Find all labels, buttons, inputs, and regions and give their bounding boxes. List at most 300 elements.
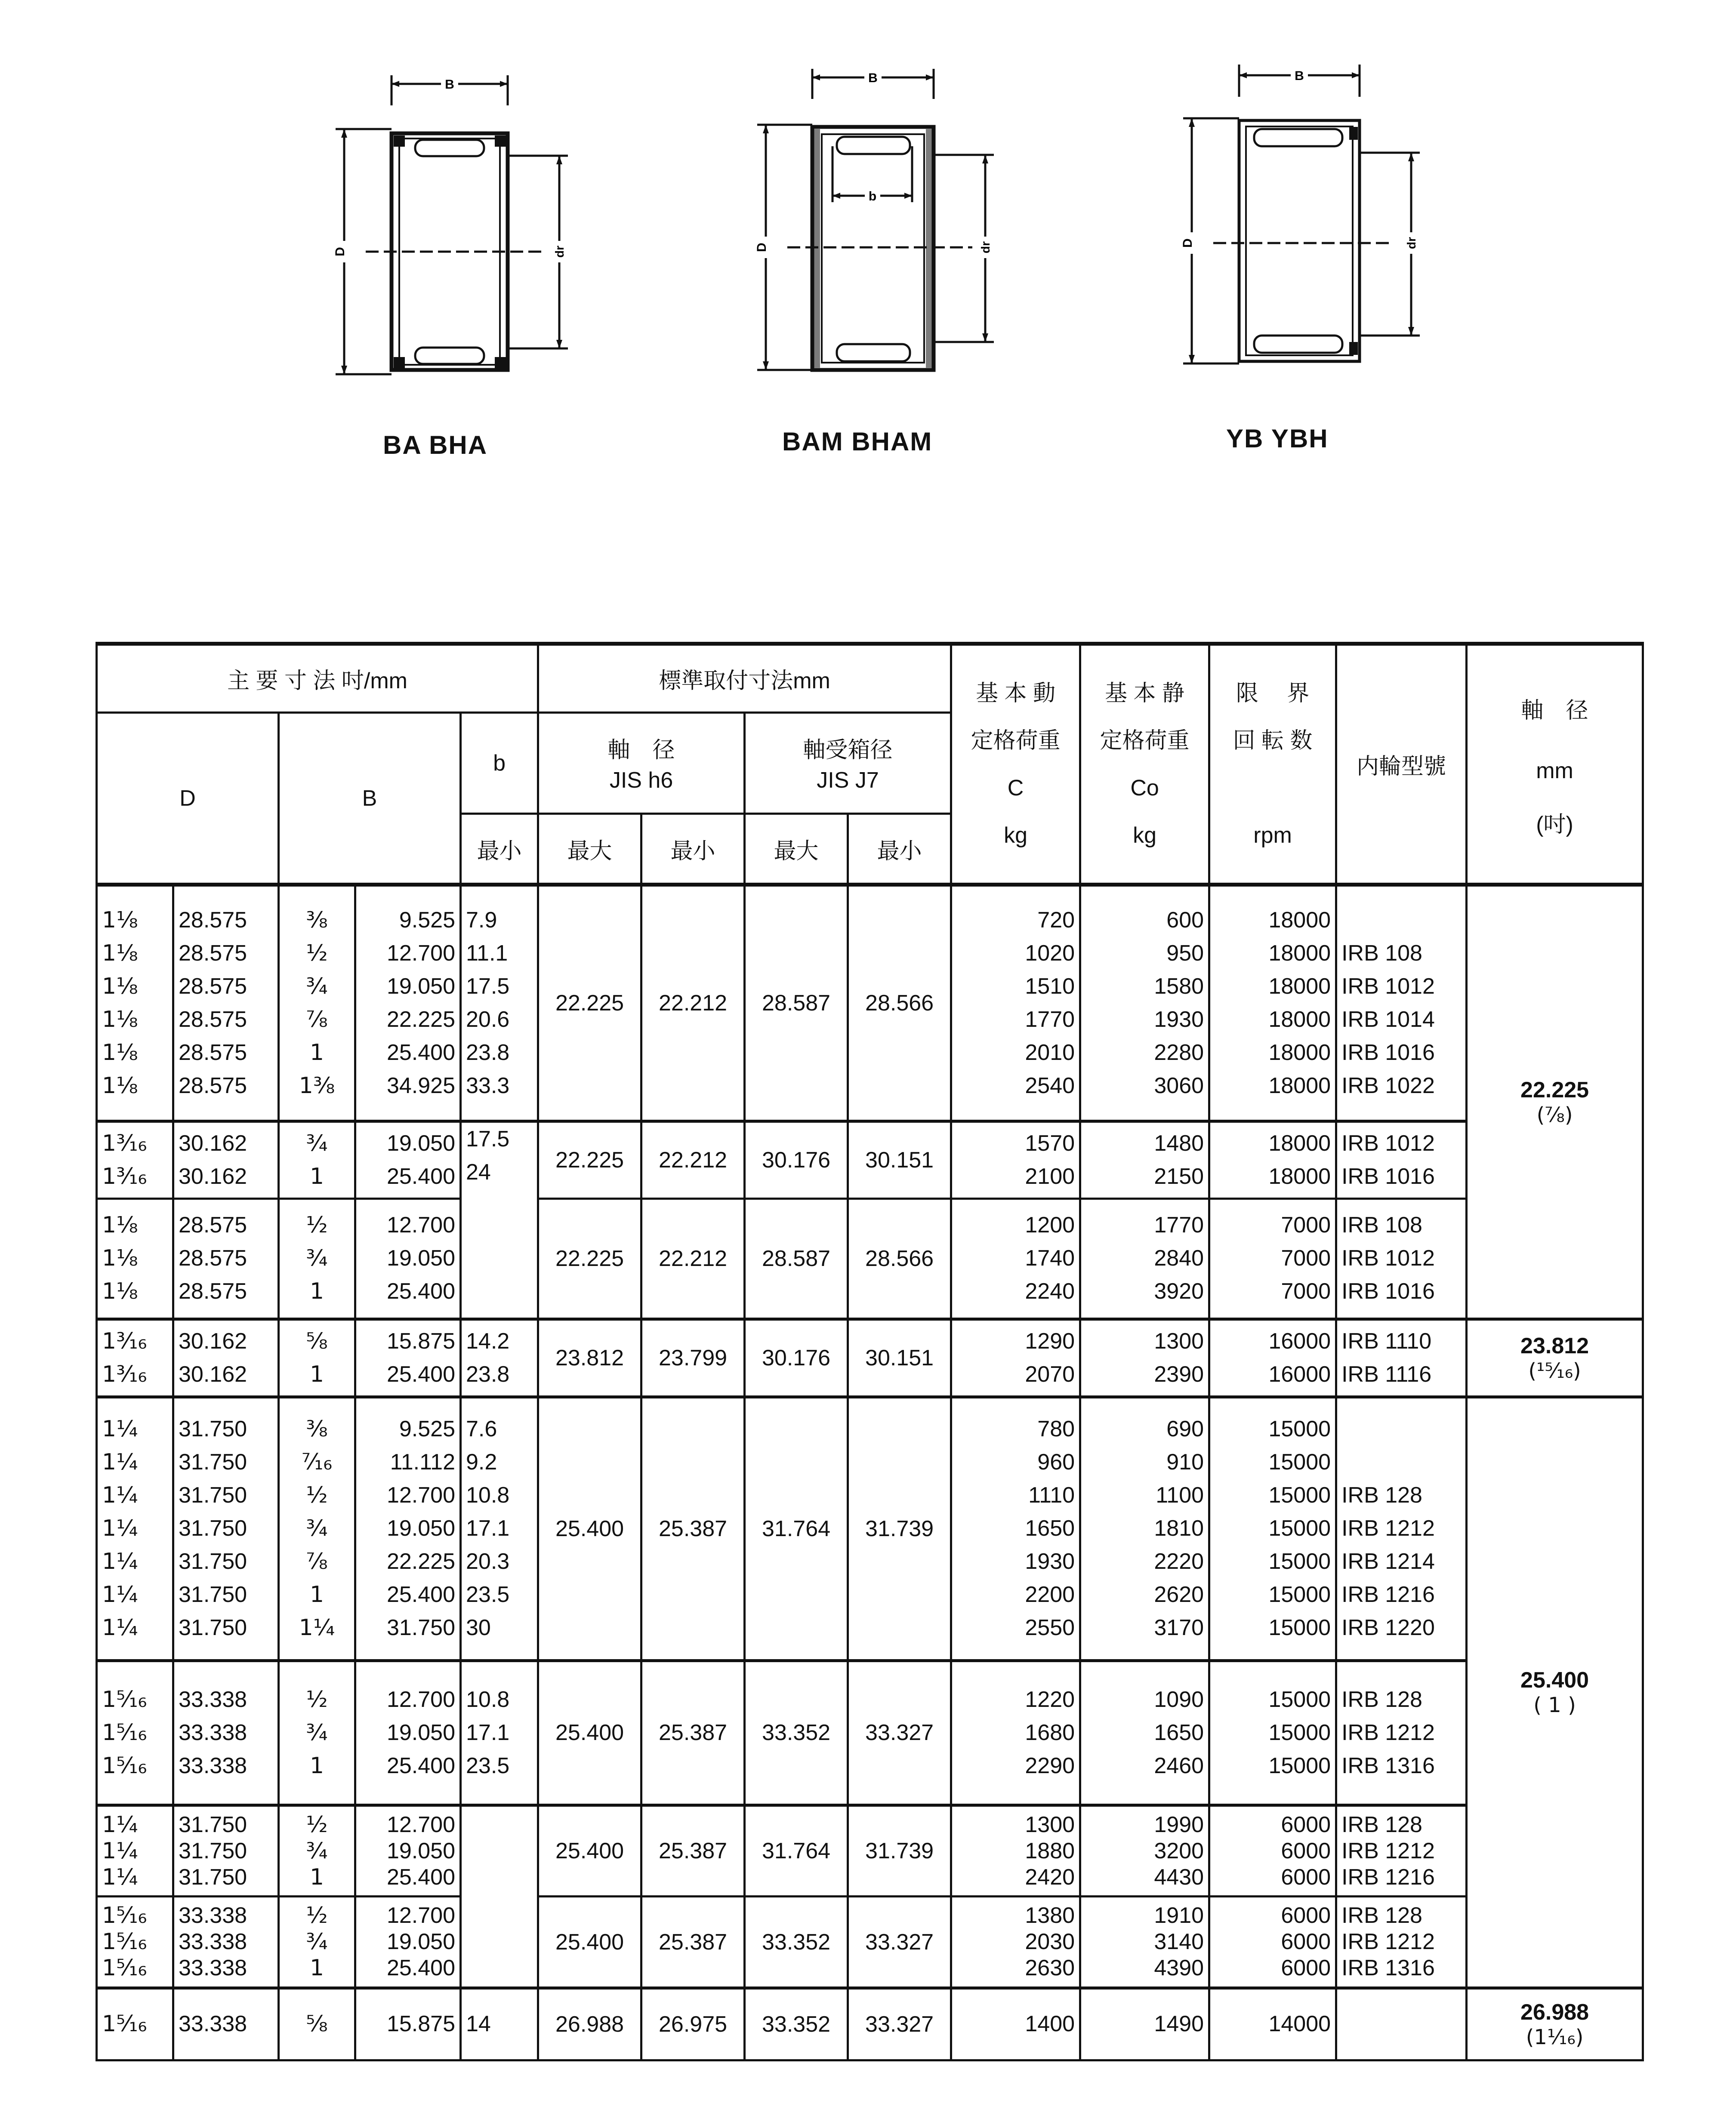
b-inch-cell-value: 1	[309, 1955, 324, 1981]
b-mm-cell-value: 15.875	[386, 1328, 455, 1354]
rpm-cell-value: 16000	[1268, 1361, 1331, 1387]
spec-group-row	[97, 1897, 1643, 1988]
shaft-min-cell: 25.387	[641, 1397, 745, 1660]
b-mm-cell-value: 12.700	[386, 1213, 455, 1238]
d-mm-cell	[173, 885, 279, 1121]
rpm-cell-value: 15000	[1268, 1687, 1331, 1712]
inner-dia-label: dr	[553, 246, 566, 258]
d-inch-cell-value: 1¼	[102, 1838, 138, 1864]
d-inch-cell-value: 1¼	[102, 1549, 138, 1575]
dyn-load-cell-value: 2100	[1025, 1164, 1075, 1189]
house-max-cell: 28.587	[745, 885, 848, 1121]
b-min-cell-value: 17.5	[466, 973, 510, 999]
inner-ring-cell-value: IRB 1116	[1341, 1361, 1432, 1387]
d-inch-cell	[97, 1897, 173, 1988]
b-mm-cell	[355, 885, 461, 1121]
b-inch-cell-value: ⅞	[306, 1549, 328, 1575]
spec-group-row	[97, 1121, 1643, 1198]
shaft-size-cell	[1467, 1988, 1643, 2060]
rpm-cell-value: 15000	[1268, 1417, 1331, 1442]
b-inch-cell	[279, 1121, 355, 1198]
b-min-cell	[461, 1319, 538, 1397]
shaft-size-cell	[1467, 1397, 1643, 1988]
b-inch-cell	[279, 885, 355, 1121]
b-min-cell-value: 17.1	[466, 1720, 510, 1745]
b-inch-cell-value: ¾	[306, 1515, 328, 1542]
dyn-load-cell-value: 2420	[1025, 1864, 1075, 1890]
d-mm-cell	[173, 1198, 279, 1319]
rpm-cell-value: 18000	[1268, 1040, 1331, 1065]
shaft-max-cell: 23.812	[538, 1319, 641, 1397]
static-load-cell-value: 1100	[1156, 1483, 1204, 1508]
inner-ring-cell	[1336, 1988, 1467, 2060]
b-mm-cell-value: 9.525	[399, 1417, 455, 1442]
shaft-min-cell: 25.387	[641, 1805, 745, 1897]
static-load-cell	[1080, 1397, 1209, 1660]
shaft-min-cell: 25.387	[641, 1660, 745, 1805]
inner-ring-cell-value: IRB 1220	[1341, 1615, 1435, 1641]
static-load-cell-value: 1490	[1154, 2011, 1204, 2037]
b-mm-cell-value: 9.525	[399, 907, 455, 933]
b-min-cell-value: 23.5	[466, 1753, 510, 1778]
d-inch-cell-value: 1⁵⁄₁₆	[102, 2011, 147, 2037]
d-inch-cell	[97, 885, 173, 1121]
d-inch-cell-value: 1⅛	[102, 1212, 138, 1238]
d-inch-cell-value: 1⅛	[102, 1278, 138, 1305]
b-min-cell-value: 23.8	[466, 1361, 510, 1387]
d-inch-cell	[97, 1397, 173, 1660]
inner-ring-cell-value: IRB 108	[1341, 1213, 1422, 1238]
dyn-load-cell-value: 1300	[1025, 1812, 1075, 1837]
d-mm-cell-value: 28.575	[179, 1073, 247, 1098]
d-inch-cell	[97, 1319, 173, 1397]
dyn-load-cell-value: 1380	[1025, 1903, 1075, 1928]
rpm-cell	[1209, 1988, 1336, 2060]
rpm-cell	[1209, 1397, 1336, 1660]
inner-dia-label: dr	[979, 241, 992, 253]
d-inch-cell-value: 1¼	[102, 1515, 138, 1542]
inner-ring-cell-value: IRB 1012	[1341, 973, 1435, 999]
b-mm-cell-value: 25.400	[386, 1753, 455, 1778]
d-inch-cell-value: 1⅛	[102, 907, 138, 933]
inner-ring-cell-value: IRB 108	[1341, 940, 1422, 966]
b-mm-cell-value: 19.050	[386, 973, 455, 999]
dyn-load-cell-value: 960	[1037, 1450, 1075, 1475]
header-house-max: 最大	[745, 814, 848, 885]
inner-ring-cell-value: IRB 128	[1341, 1812, 1422, 1837]
d-inch-cell-value: 1⁵⁄₁₆	[102, 1719, 147, 1746]
inner-ring-cell	[1336, 1198, 1467, 1319]
house-max-cell: 30.176	[745, 1121, 848, 1198]
static-load-cell-value: 2840	[1154, 1246, 1204, 1271]
static-load-cell	[1080, 1988, 1209, 2060]
shaft-min-cell: 23.799	[641, 1319, 745, 1397]
d-mm-cell-value: 31.750	[179, 1483, 247, 1508]
static-load-cell-value: 2390	[1154, 1361, 1204, 1387]
rpm-cell-value: 15000	[1268, 1615, 1331, 1641]
b-min-cell-value: 30	[466, 1615, 491, 1641]
dyn-load-cell	[951, 1397, 1080, 1660]
inner-ring-cell-value: IRB 1212	[1341, 1838, 1435, 1863]
shaft-size-mm: 23.812	[1520, 1333, 1589, 1358]
d-mm-cell-value: 33.338	[179, 1956, 247, 1981]
d-inch-cell-value: 1¼	[102, 1615, 138, 1641]
inner-ring-cell-value: IRB 1216	[1341, 1582, 1435, 1608]
rpm-cell-value: 15000	[1268, 1549, 1331, 1574]
d-mm-cell-value: 30.162	[179, 1130, 247, 1156]
shaft-max-cell: 25.400	[538, 1397, 641, 1660]
inner-ring-cell	[1336, 885, 1467, 1121]
inner-ring-cell-value: IRB 1014	[1341, 1007, 1435, 1032]
drawing-caption-bam-bham: BAM BHAM	[782, 427, 933, 456]
rpm-cell-value: 18000	[1268, 1164, 1331, 1189]
dyn-load-cell-value: 1570	[1025, 1130, 1075, 1156]
b-min-cell-value: 17.5	[466, 1126, 510, 1152]
b-inch-cell-value: ½	[306, 1903, 328, 1929]
static-load-cell-value: 4430	[1154, 1864, 1204, 1890]
d-mm-cell-value: 33.338	[179, 1929, 247, 1955]
b-min-cell-value: 17.1	[466, 1516, 510, 1541]
house-max-cell: 28.587	[745, 1198, 848, 1319]
house-min-cell: 33.327	[848, 1660, 951, 1805]
inner-ring-cell-value: IRB 1016	[1341, 1040, 1435, 1065]
inner-ring-cell-value	[1341, 1413, 1461, 1446]
static-load-cell-value: 1090	[1154, 1687, 1204, 1712]
static-load-cell-value: 2620	[1154, 1582, 1204, 1608]
d-mm-cell	[173, 1397, 279, 1660]
b-inch-cell	[279, 1897, 355, 1988]
static-load-cell-value: 1930	[1154, 1007, 1204, 1032]
dyn-load-cell-value: 1880	[1025, 1838, 1075, 1863]
b-min-cell-value	[466, 1909, 533, 1936]
dyn-load-cell-value: 1770	[1025, 1007, 1075, 1032]
inner-ring-cell-value: IRB 1316	[1341, 1753, 1435, 1778]
d-inch-cell	[97, 1988, 173, 2060]
shaft-min-cell: 22.212	[641, 1198, 745, 1319]
b-mm-cell-value: 25.400	[386, 1582, 455, 1608]
d-inch-cell-value: 1¼	[102, 1582, 138, 1608]
inner-ring-cell	[1336, 1805, 1467, 1897]
d-mm-cell-value: 28.575	[179, 1279, 247, 1304]
house-max-cell: 30.176	[745, 1319, 848, 1397]
rpm-cell-value: 6000	[1281, 1903, 1331, 1928]
b-mm-cell-value: 19.050	[386, 1246, 455, 1271]
b-min-cell	[461, 1660, 538, 1805]
b-inch-cell-value: ¾	[306, 973, 328, 999]
d-mm-cell	[173, 1988, 279, 2060]
dyn-load-cell	[951, 885, 1080, 1121]
drawing-bam-bham	[731, 60, 1033, 387]
shaft-min-cell: 22.212	[641, 885, 745, 1121]
rpm-cell-value: 16000	[1268, 1328, 1331, 1354]
d-mm-cell-value: 31.750	[179, 1582, 247, 1608]
static-load-cell-value: 3060	[1154, 1073, 1204, 1098]
b-inch-cell-value: ¾	[306, 1130, 328, 1156]
b-inch-cell-value: 1	[309, 1361, 324, 1387]
outer-dia-label: D	[755, 243, 769, 252]
inner-dia-label: dr	[1405, 237, 1418, 249]
d-inch-cell-value: 1⁵⁄₁₆	[102, 1686, 147, 1712]
dyn-load-cell-value: 1680	[1025, 1720, 1075, 1745]
b-min-cell-value: 20.3	[466, 1549, 510, 1574]
inner-ring-cell-value: IRB 1110	[1341, 1328, 1432, 1354]
inner-ring-cell	[1336, 1660, 1467, 1805]
static-load-cell	[1080, 1198, 1209, 1319]
rpm-cell-value: 14000	[1268, 2011, 1331, 2037]
shaft-max-cell: 25.400	[538, 1805, 641, 1897]
d-inch-cell-value: 1⁵⁄₁₆	[102, 1929, 147, 1955]
rpm-cell	[1209, 1660, 1336, 1805]
b-mm-cell-value: 25.400	[386, 1040, 455, 1065]
static-load-cell	[1080, 1319, 1209, 1397]
b-inch-cell-value: ½	[306, 1212, 328, 1238]
d-mm-cell-value: 30.162	[179, 1328, 247, 1354]
b-min-cell-value: 11.1	[466, 940, 508, 966]
d-mm-cell-value: 30.162	[179, 1164, 247, 1189]
width-label: B	[868, 71, 878, 85]
b-mm-cell-value: 12.700	[386, 1483, 455, 1508]
shaft-size-cell	[1467, 885, 1643, 1319]
b-inch-cell-value: ⅝	[306, 2011, 328, 2037]
house-min-cell: 28.566	[848, 1198, 951, 1319]
static-load-cell-value: 690	[1166, 1417, 1204, 1442]
b-mm-cell	[355, 1660, 461, 1805]
b-mm-cell-value: 25.400	[386, 1279, 455, 1304]
b-mm-cell-value: 19.050	[386, 1130, 455, 1156]
rpm-cell-value: 6000	[1281, 1838, 1331, 1863]
b-inch-cell-value: 1	[309, 1278, 324, 1305]
b-inch-cell-value: 1	[309, 1864, 324, 1890]
inner-ring-cell-value: IRB 1216	[1341, 1864, 1435, 1890]
b-min-cell-value: 14.2	[466, 1328, 510, 1354]
width-label: B	[1295, 69, 1304, 83]
rpm-cell-value: 7000	[1281, 1246, 1331, 1271]
d-mm-cell-value: 31.750	[179, 1549, 247, 1574]
d-mm-cell-value: 28.575	[179, 1040, 247, 1065]
header-static-load: 基 本 静 定格荷重 Co kg	[1080, 644, 1209, 885]
shaft-max-cell: 26.988	[538, 1988, 641, 2060]
b-mm-cell	[355, 1805, 461, 1897]
b-min-cell-value: 33.3	[466, 1073, 510, 1098]
header-shaft-dia: 軸 径 mm (吋)	[1467, 644, 1643, 885]
b-mm-cell-value: 22.225	[386, 1549, 455, 1574]
shaft-min-cell: 22.212	[641, 1121, 745, 1198]
static-load-cell-value: 600	[1166, 907, 1204, 933]
dyn-load-cell-value: 1110	[1028, 1483, 1075, 1508]
spec-group-row	[97, 1198, 1643, 1319]
dyn-load-cell-value: 720	[1037, 907, 1075, 933]
outer-dia-label: D	[333, 247, 347, 256]
b-mm-cell-value: 25.400	[386, 1956, 455, 1981]
inner-ring-cell-value: IRB 1022	[1341, 1073, 1435, 1098]
d-mm-cell-value: 30.162	[179, 1361, 247, 1387]
d-mm-cell-value: 33.338	[179, 1753, 247, 1778]
b-min-cell-value: 10.8	[466, 1687, 510, 1712]
rpm-cell	[1209, 885, 1336, 1121]
house-max-cell: 33.352	[745, 1897, 848, 1988]
rpm-cell-value: 7000	[1281, 1213, 1331, 1238]
rpm-cell-value: 15000	[1268, 1720, 1331, 1745]
rpm-cell-value: 18000	[1268, 1073, 1331, 1098]
inner-ring-cell-value: IRB 1016	[1341, 1279, 1435, 1304]
b-mm-cell-value: 19.050	[386, 1720, 455, 1745]
header-main-dims: 主 要 寸 法 吋/mm	[97, 644, 538, 713]
d-mm-cell	[173, 1805, 279, 1897]
dyn-load-cell-value: 1650	[1025, 1516, 1075, 1541]
static-load-cell-value: 4390	[1154, 1956, 1204, 1981]
dyn-load-cell	[951, 1198, 1080, 1319]
b-min-cell	[461, 885, 538, 1121]
b-inch-cell-value: 1	[309, 1582, 324, 1608]
b-min-cell	[461, 1805, 538, 1988]
house-max-cell: 33.352	[745, 1988, 848, 2060]
dyn-load-cell-value: 2200	[1025, 1582, 1075, 1608]
d-mm-cell-value: 28.575	[179, 1007, 247, 1032]
dyn-load-cell	[951, 1319, 1080, 1397]
static-load-cell	[1080, 1660, 1209, 1805]
rpm-cell	[1209, 1319, 1336, 1397]
inner-ring-cell-value: IRB 1012	[1341, 1130, 1435, 1156]
d-mm-cell-value: 33.338	[179, 1720, 247, 1745]
header-shaft-max: 最大	[538, 814, 641, 885]
header-limit-speed: 限 界 回 転 数 rpm	[1209, 644, 1336, 885]
b-inch-cell-value: ½	[306, 1482, 328, 1509]
width-label: B	[445, 77, 454, 92]
static-load-cell	[1080, 1121, 1209, 1198]
dyn-load-cell-value: 2540	[1025, 1073, 1075, 1098]
d-inch-cell-value: 1¼	[102, 1864, 138, 1890]
rpm-cell-value: 15000	[1268, 1483, 1331, 1508]
b-mm-cell	[355, 1319, 461, 1397]
rpm-cell-value: 18000	[1268, 1007, 1331, 1032]
rpm-cell-value: 6000	[1281, 1929, 1331, 1955]
shaft-size-inch: (⅞)	[1536, 1103, 1573, 1127]
dyn-load-cell	[951, 1988, 1080, 2060]
d-inch-cell	[97, 1805, 173, 1897]
d-inch-cell-value: 1³⁄₁₆	[102, 1328, 147, 1354]
house-min-cell: 33.327	[848, 1988, 951, 2060]
shaft-max-cell: 22.225	[538, 1198, 641, 1319]
rpm-cell-value: 15000	[1268, 1582, 1331, 1608]
d-mm-cell-value: 31.750	[179, 1838, 247, 1863]
b-inch-cell-value: ½	[306, 1811, 328, 1838]
b-min-cell-value: 23.5	[466, 1582, 510, 1608]
b-inch-cell-value: ½	[306, 1686, 328, 1712]
b-inch-cell	[279, 1660, 355, 1805]
b-inch-cell-value: ⅝	[306, 1328, 328, 1354]
b-inch-cell-value: ½	[306, 940, 328, 966]
d-mm-cell	[173, 1121, 279, 1198]
house-min-cell: 30.151	[848, 1121, 951, 1198]
shaft-max-cell: 25.400	[538, 1660, 641, 1805]
d-inch-cell-value: 1⅛	[102, 1039, 138, 1066]
header-shaft: 軸 径 JIS h6	[538, 713, 745, 814]
b-mm-cell	[355, 1198, 461, 1319]
d-inch-cell	[97, 1660, 173, 1805]
d-mm-cell-value: 31.750	[179, 1615, 247, 1641]
b-min-cell-value: 24	[466, 1159, 491, 1185]
d-inch-cell-value: 1⁵⁄₁₆	[102, 1955, 147, 1981]
drawing-ba-bha	[301, 65, 602, 391]
b-inch-cell-value: ⅜	[306, 907, 328, 933]
d-inch-cell-value: 1³⁄₁₆	[102, 1163, 147, 1189]
inner-ring-cell-value: IRB 1016	[1341, 1164, 1435, 1189]
d-mm-cell	[173, 1319, 279, 1397]
header-inner-ring: 内輪型號	[1336, 644, 1467, 885]
spec-group-row	[97, 1397, 1643, 1660]
d-mm-cell-value: 28.575	[179, 907, 247, 933]
d-inch-cell-value: 1¼	[102, 1811, 138, 1838]
inner-ring-cell-value: IRB 1316	[1341, 1956, 1435, 1981]
b-min-cell	[461, 1397, 538, 1660]
house-min-cell: 30.151	[848, 1319, 951, 1397]
dyn-load-cell-value: 2030	[1025, 1929, 1075, 1955]
b-inch-cell-value: ¾	[306, 1245, 328, 1272]
static-load-cell	[1080, 1897, 1209, 1988]
spec-group-row	[97, 1319, 1643, 1397]
shaft-max-cell: 22.225	[538, 1121, 641, 1198]
drawing-caption-ba-bha: BA BHA	[383, 431, 488, 459]
b-inch-cell	[279, 1805, 355, 1897]
rpm-cell-value: 15000	[1268, 1753, 1331, 1778]
outer-dia-label: D	[1181, 238, 1195, 248]
b-inch-cell-value: 1¼	[299, 1615, 335, 1641]
house-max-cell: 31.764	[745, 1805, 848, 1897]
dyn-load-cell-value: 1510	[1025, 973, 1075, 999]
static-load-cell-value: 3200	[1154, 1838, 1204, 1863]
rpm-cell	[1209, 1897, 1336, 1988]
spec-group-row	[97, 1660, 1643, 1805]
dyn-load-cell	[951, 1805, 1080, 1897]
static-load-cell-value: 950	[1166, 940, 1204, 966]
dyn-load-cell-value: 2010	[1025, 1040, 1075, 1065]
d-mm-cell-value: 33.338	[179, 1687, 247, 1712]
shaft-size-inch: (1¹⁄₁₆)	[1526, 2025, 1584, 2049]
d-mm-cell-value: 28.575	[179, 940, 247, 966]
b-mm-cell-value: 25.400	[386, 1361, 455, 1387]
header-col-D: D	[97, 713, 279, 885]
inner-ring-cell-value: IRB 128	[1341, 1687, 1422, 1712]
b-inch-cell-value: ⅞	[306, 1006, 328, 1032]
rpm-cell-value: 15000	[1268, 1450, 1331, 1475]
shaft-size-inch: ( 1 )	[1533, 1693, 1576, 1718]
dyn-load-cell-value: 2070	[1025, 1361, 1075, 1387]
b-inch-cell-value: ⁷⁄₁₆	[301, 1449, 333, 1475]
house-min-cell: 28.566	[848, 885, 951, 1121]
rpm-cell-value: 18000	[1268, 907, 1331, 933]
b-min-cell-value: 23.8	[466, 1040, 510, 1065]
inner-ring-cell-value: IRB 1214	[1341, 1549, 1435, 1574]
b-mm-cell	[355, 1988, 461, 2060]
static-load-cell-value: 1580	[1154, 973, 1204, 999]
b-mm-cell-value: 19.050	[386, 1838, 455, 1863]
shaft-max-cell: 22.225	[538, 885, 641, 1121]
static-load-cell	[1080, 885, 1209, 1121]
rpm-cell-value: 7000	[1281, 1279, 1331, 1304]
d-inch-cell-value: 1¼	[102, 1482, 138, 1509]
b-min-cell-value	[466, 1883, 533, 1909]
rpm-cell	[1209, 1198, 1336, 1319]
d-mm-cell-value: 31.750	[179, 1864, 247, 1890]
d-mm-cell	[173, 1897, 279, 1988]
b-mm-cell-value: 12.700	[386, 1687, 455, 1712]
d-inch-cell-value: 1⁵⁄₁₆	[102, 1903, 147, 1929]
d-inch-cell-value: 1³⁄₁₆	[102, 1130, 147, 1156]
b-inch-cell-value: ¾	[306, 1719, 328, 1746]
inner-ring-cell-value	[1341, 904, 1461, 937]
d-inch-cell-value: 1³⁄₁₆	[102, 1361, 147, 1387]
dyn-load-cell-value: 1400	[1025, 2011, 1075, 2037]
